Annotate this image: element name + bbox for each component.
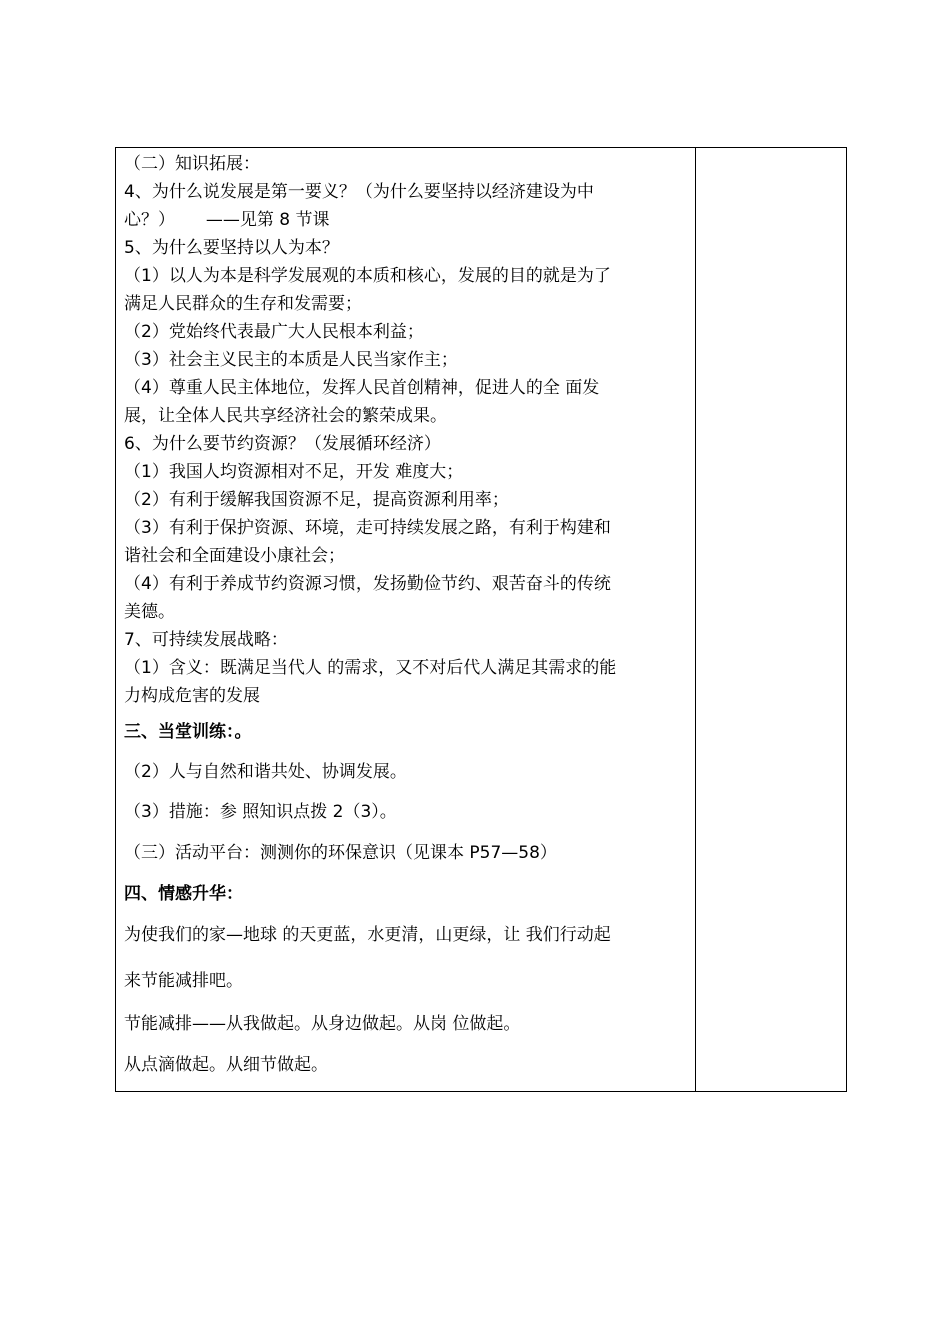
answer-6-3: （3）有利于保护资源、环境，走可持续发展之路，有利于构建和 (124, 518, 611, 538)
answer-5-4: （4）尊重人民主体地位，发挥人民首创精神，促进人的全 面发 (124, 378, 600, 398)
content-table (115, 147, 847, 1092)
answer-5-2: （2）党始终代表最广大人民根本利益； (124, 322, 424, 342)
sublimation-line-2: 来节能减排吧。 (124, 971, 243, 991)
column-divider (695, 148, 696, 1091)
question-6: 6、为什么要节约资源？（发展循环经济） (124, 434, 441, 454)
answer-5-3: （3）社会主义民主的本质是人民当家作主； (124, 350, 458, 370)
answer-7-1: （1）含义：既满足当代人 的需求，又不对后代人满足其需求的能 (124, 658, 617, 678)
answer-6-2: （2）有利于缓解我国资源不足，提高资源利用率； (124, 490, 509, 510)
question-5: 5、为什么要坚持以人为本？ (124, 238, 339, 258)
sublimation-line-3: 节能减排——从我做起。从身边做起。从岗 位做起。 (124, 1014, 521, 1034)
sublimation-line-1: 为使我们的家—地球 的天更蓝，水更清，山更绿，让 我们行动起 (124, 925, 611, 945)
training-item-3: （3）措施：参 照知识点拨 2（3）。 (124, 802, 397, 822)
question-7: 7、可持续发展战略： (124, 630, 288, 650)
heading-classroom-training: 三、当堂训练：。 (124, 722, 252, 742)
activity-platform: （三）活动平台：测测你的环保意识（见课本 P57—58） (124, 843, 557, 863)
answer-5-1-cont: 满足人民群众的生存和发需要； (124, 294, 362, 314)
answer-6-1: （1）我国人均资源相对不足，开发 难度大； (124, 462, 464, 482)
sublimation-line-4: 从点滴做起。从细节做起。 (124, 1055, 328, 1075)
heading-emotional-sublimation: 四、情感升华： (124, 884, 243, 904)
heading-knowledge-extension: （二）知识拓展： (124, 154, 260, 174)
answer-5-4-cont: 展，让全体人民共享经济社会的繁荣成果。 (124, 406, 447, 426)
answer-6-4: （4）有利于养成节约资源习惯，发扬勤俭节约、艰苦奋斗的传统 (124, 574, 611, 594)
question-4-cont: 心？） ——见第 8 节课 (124, 210, 330, 230)
answer-6-4-cont: 美德。 (124, 602, 175, 622)
training-item-2: （2）人与自然和谐共处、协调发展。 (124, 762, 407, 782)
answer-6-3-cont: 谐社会和全面建设小康社会； (124, 546, 345, 566)
answer-5-1: （1）以人为本是科学发展观的本质和核心，发展的目的就是为了 (124, 266, 611, 286)
answer-7-1-cont: 力构成危害的发展 (124, 686, 260, 706)
question-4: 4、为什么说发展是第一要义？（为什么要坚持以经济建设为中 (124, 182, 594, 202)
